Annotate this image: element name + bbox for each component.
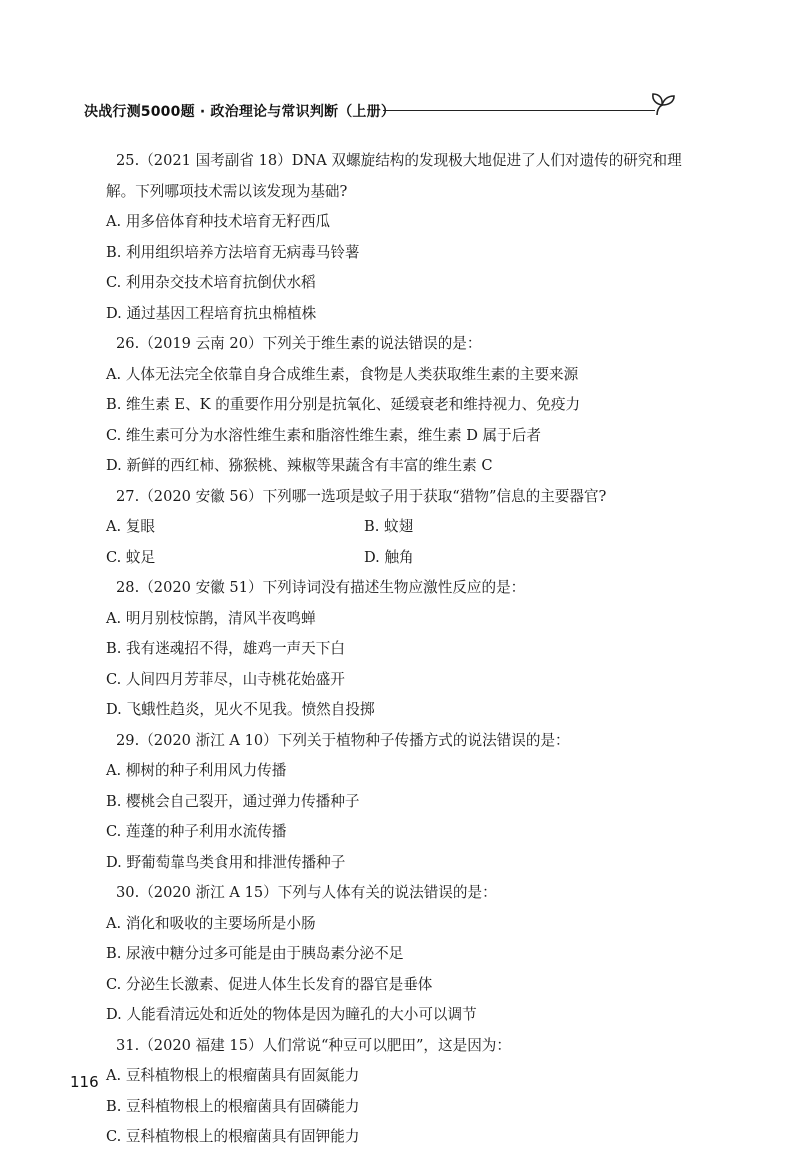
option-row bbox=[106, 512, 691, 543]
option-d: D. 通过基因工程培育抗虫棉植株 bbox=[106, 304, 317, 322]
question-stem: 25.（2021 国考副省 18）DNA 双螺旋结构的发现极大地促进了人们对遗传的研究和理解。下列哪项技术需以该发现为基础? bbox=[106, 152, 682, 200]
option-a: A. 柳树的种子利用风力传播 bbox=[106, 762, 287, 779]
running-header: 决战行测5000题 · 政治理论与常识判断（上册） bbox=[84, 104, 396, 120]
question-stem: 30.（2020 浙江 A 15）下列与人体有关的说法错误的是： bbox=[116, 884, 497, 901]
option-a: A. 明月别枝惊鹊，清风半夜鸣蝉 bbox=[106, 609, 316, 627]
option-c: C. 维生素可分为水溶性维生素和脂溶性维生素，维生素 D 属于后者 bbox=[106, 426, 541, 444]
option-c: C. 蚊足 bbox=[106, 548, 156, 566]
question-27 bbox=[106, 482, 691, 574]
option-d: D. 野葡萄靠鸟类食用和排泄传播种子 bbox=[106, 853, 346, 871]
question-26 bbox=[106, 329, 691, 482]
page-number: 116 bbox=[70, 1073, 99, 1091]
option-c: C. 分泌生长激素、促进人体生长发育的器官是垂体 bbox=[106, 975, 433, 993]
option-b: B. 豆科植物根上的根瘤菌具有固磷能力 bbox=[106, 1097, 360, 1115]
option-a: A. 人体无法完全依靠自身合成维生素，食物是人类获取维生素的主要来源 bbox=[106, 365, 579, 383]
question-stem: 29.（2020 浙江 A 10）下列关于植物种子传播方式的说法错误的是： bbox=[116, 731, 570, 749]
option-a: A. 用多倍体育种技术培育无籽西瓜 bbox=[106, 213, 331, 230]
question-28 bbox=[106, 573, 691, 726]
option-a: A. 豆科植物根上的根瘤菌具有固氮能力 bbox=[106, 1067, 360, 1084]
option-b: B. 我有迷魂招不得，雄鸡一声天下白 bbox=[106, 640, 345, 657]
question-stem: 31.（2020 福建 15）人们常说“种豆可以肥田”，这是因为： bbox=[116, 1036, 511, 1054]
option-b: B. 蚊翅 bbox=[364, 518, 414, 535]
option-c: C. 豆科植物根上的根瘤菌具有固钾能力 bbox=[106, 1128, 360, 1145]
question-stem: 27.（2020 安徽 56）下列哪一选项是蚊子用于获取“猎物”信息的主要器官? bbox=[116, 487, 607, 505]
option-b: B. 尿液中糖分过多可能是由于胰岛素分泌不足 bbox=[106, 945, 404, 962]
option-d: D. 新鲜的西红柿、猕猴桃、辣椒等果蔬含有丰富的维生素 C bbox=[106, 457, 493, 474]
sprout-icon bbox=[648, 88, 678, 118]
question-30 bbox=[106, 878, 691, 1031]
option-b: B. 维生素 E、K 的重要作用分别是抗氧化、延缓衰老和维持视力、免疫力 bbox=[106, 396, 581, 413]
option-row bbox=[106, 543, 691, 574]
question-stem: 28.（2020 安徽 51）下列诗词没有描述生物应激性反应的是： bbox=[116, 579, 526, 596]
header-rule bbox=[383, 110, 655, 111]
question-list bbox=[106, 146, 691, 1153]
option-c: C. 人间四月芳菲尽，山寺桃花始盛开 bbox=[106, 670, 345, 688]
option-b: B. 利用组织培养方法培育无病毒马铃薯 bbox=[106, 243, 360, 261]
option-c: C. 利用杂交技术培育抗倒伏水稻 bbox=[106, 274, 316, 291]
option-d: D. 飞蛾性趋炎，见火不见我。愤然自投掷 bbox=[106, 701, 375, 718]
option-a: A. 消化和吸收的主要场所是小肠 bbox=[106, 914, 316, 932]
question-31 bbox=[106, 1031, 691, 1153]
question-stem: 26.（2019 云南 20）下列关于维生素的说法错误的是： bbox=[116, 335, 482, 352]
option-d: D. 人能看清远处和近处的物体是因为瞳孔的大小可以调节 bbox=[106, 1006, 477, 1023]
option-b: B. 樱桃会自己裂开，通过弹力传播种子 bbox=[106, 792, 360, 810]
option-a: A. 复眼 bbox=[106, 518, 156, 535]
option-c: C. 莲蓬的种子利用水流传播 bbox=[106, 823, 287, 840]
option-d: D. 触角 bbox=[364, 548, 414, 566]
question-25 bbox=[106, 146, 691, 329]
question-29 bbox=[106, 726, 691, 879]
